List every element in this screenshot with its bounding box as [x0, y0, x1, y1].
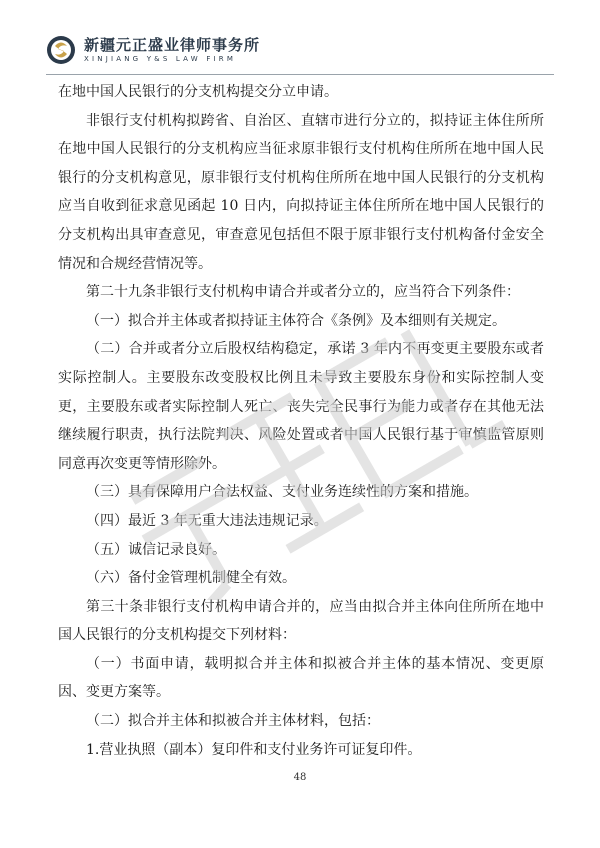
paragraph: （二）拟合并主体和拟被合并主体材料，包括：	[86, 713, 380, 730]
paragraph: 在地中国人民银行的分支机构提交分立申请。	[58, 84, 338, 100]
firm-brand	[84, 36, 260, 64]
firm-logo-icon	[46, 35, 76, 65]
header-divider	[46, 74, 554, 75]
paragraph: （五）诚信记录良好。	[86, 541, 226, 558]
firm-name-en: XINJIANG Y&S LAW FIRM	[84, 55, 237, 63]
paragraph: （一）拟合并主体或者拟持证主体符合《条例》及本细则有关规定。	[86, 312, 506, 329]
paragraph: 1.营业执照（副本）复印件和支付业务许可证复印件。	[86, 741, 422, 758]
header	[46, 30, 260, 70]
paragraph: （四）最近 3 年无重大违法违规记录。	[86, 512, 328, 529]
paragraph: 非银行支付机构拟跨省、自治区、直辖市进行分立的，拟持证主体住所所在地中国人民银行的分支机构应当征求原非银行支付机构住所所在地中国人民银行的分支机构意见，原非银行支付机构住所所在地中国人民银行的分支机构应当自收到征求意见函起 10 日内，向拟持证主体住所所在地中国人民银行的分支机构出具审查意见，审查意见包括但不限于原非银行支付机构备付金安全情况和合规经营情况等。	[58, 112, 544, 272]
paragraph: （二）合并或者分立后股权结构稳定，承诺 3 年内不再变更主要股东或者实际控制人。主要股东改变股权比例且未导致主要股东身份和实际控制人变更，主要股东或者实际控制人死亡、丧失完全民事行为能力或者存在其他无法继续履行职责，执行法院判决、风险处置或者中国人民银行基于审慎监管原则同意再次变更等情形除外。	[58, 341, 544, 472]
firm-name-cn: 新疆元正盛业律师事务所	[84, 36, 261, 54]
document-body	[58, 78, 544, 764]
page-number: 48	[293, 772, 307, 783]
paragraph: （一）书面申请，载明拟合并主体和拟被合并主体的基本情况、变更原因、变更方案等。	[58, 655, 544, 701]
paragraph: （三）具有保障用户合法权益、支付业务连续性的方案和措施。	[86, 484, 478, 501]
paragraph: 第二十九条非银行支付机构申请合并或者分立的，应当符合下列条件：	[86, 284, 520, 301]
paragraph: 第三十条非银行支付机构申请合并的，应当由拟合并主体向住所所在地中国人民银行的分支机构提交下列材料：	[58, 598, 544, 644]
paragraph: （六）备付金管理机制健全有效。	[86, 570, 296, 587]
